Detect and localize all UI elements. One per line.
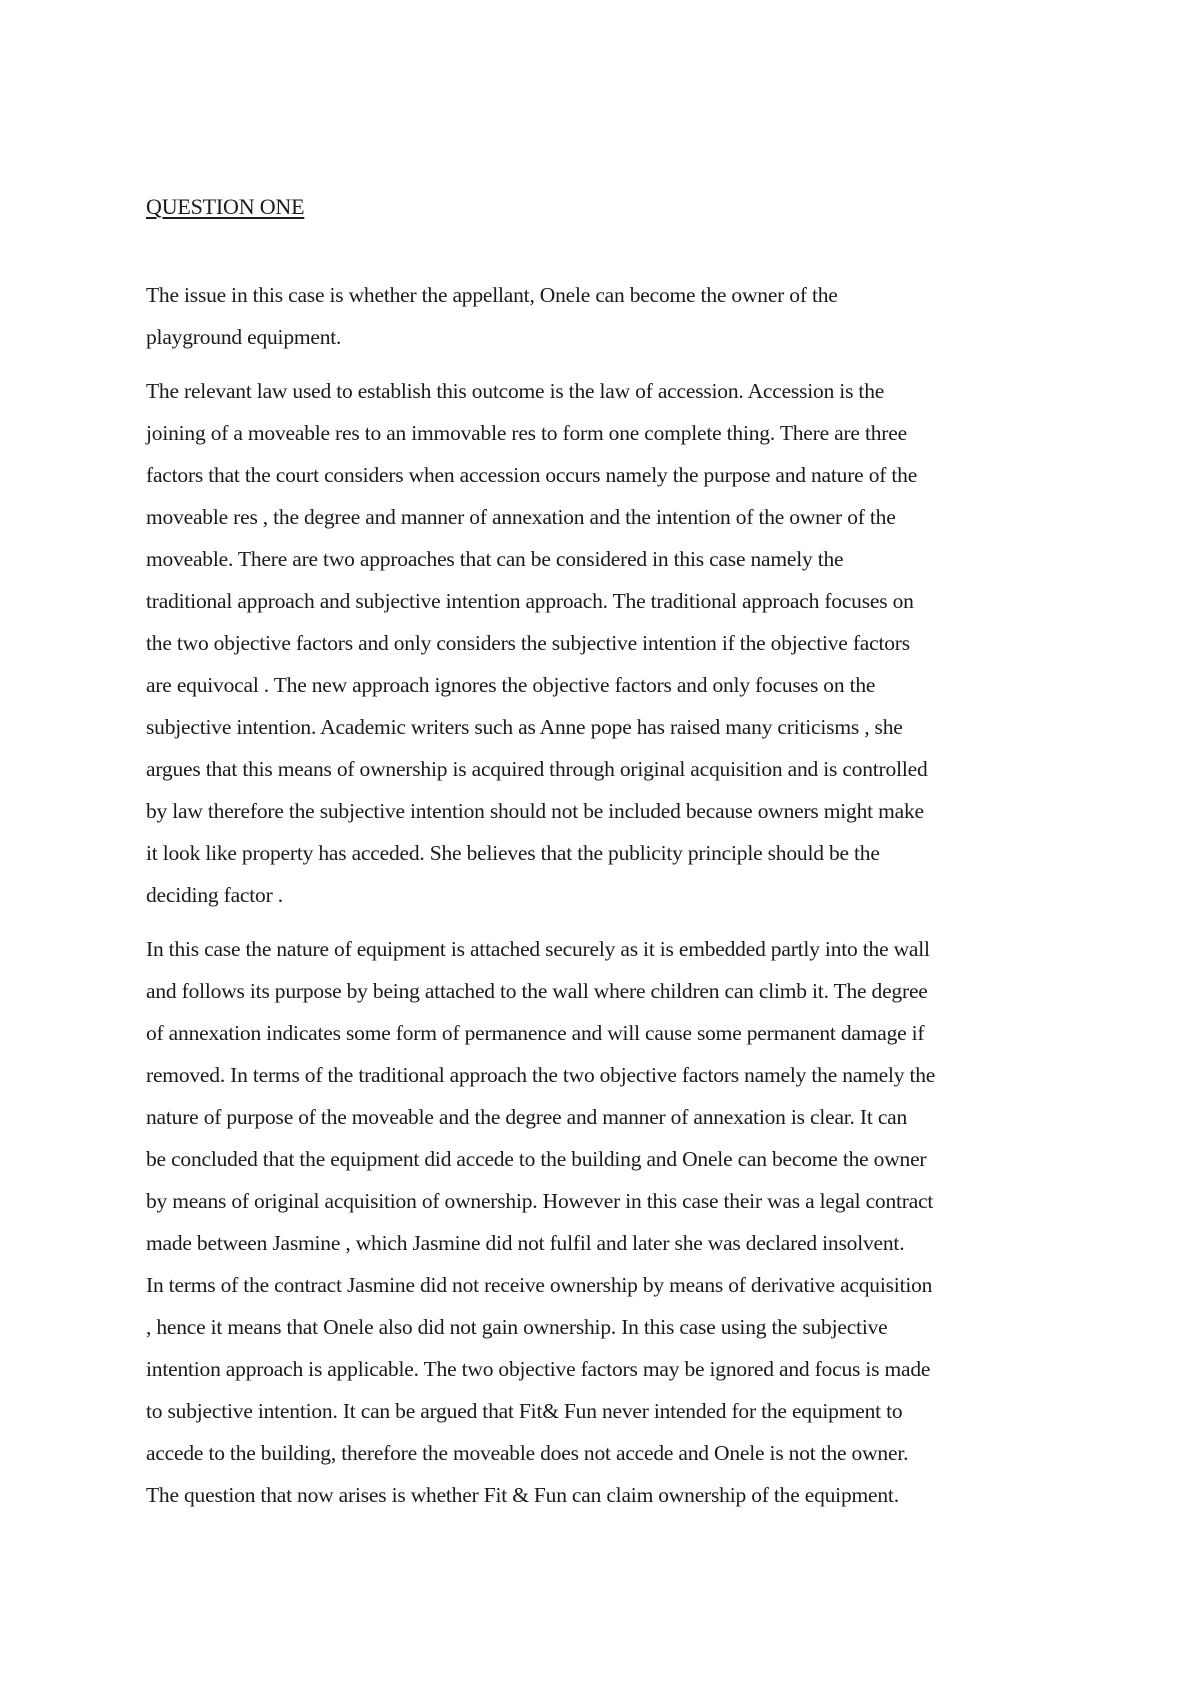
paragraph-relevant-law (146, 370, 1076, 916)
text-line: In terms of the contract Jasmine did not receive ownership by means of derivative acquisition (146, 1273, 933, 1297)
text-line: joining of a moveable res to an immovable res to form one complete thing. There are three (146, 421, 907, 445)
paragraph-application (146, 928, 1076, 1516)
text-line: nature of purpose of the moveable and the degree and manner of annexation is clear. It can (146, 1105, 908, 1129)
text-line: playground equipment. (146, 325, 342, 349)
text-line: The question that now arises is whether Fit & Fun can claim ownership of the equipment. (146, 1483, 899, 1507)
question-heading: QUESTION ONE (146, 194, 305, 219)
text-line: moveable. There are two approaches that can be considered in this case namely the (146, 547, 844, 571)
text-line: by means of original acquisition of ownership. However in this case their was a legal contract (146, 1189, 934, 1213)
text-line: the two objective factors and only considers the subjective intention if the objective factors (146, 631, 910, 655)
text-line: factors that the court considers when accession occurs namely the purpose and nature of the (146, 463, 918, 487)
text-line: The issue in this case is whether the appellant, Onele can become the owner of the (146, 283, 838, 307)
text-line: accede to the building, therefore the moveable does not accede and Onele is not the owner. (146, 1441, 909, 1465)
text-line: , hence it means that Onele also did not gain ownership. In this case using the subjective (146, 1315, 888, 1339)
text-line: by law therefore the subjective intention should not be included because owners might make (146, 799, 924, 823)
text-line: and follows its purpose by being attached to the wall where children can climb it. The degree (146, 979, 928, 1003)
text-line: moveable res , the degree and manner of annexation and the intention of the owner of the (146, 505, 896, 529)
text-line: made between Jasmine , which Jasmine did not fulfil and later she was declared insolvent. (146, 1231, 905, 1255)
text-line: removed. In terms of the traditional approach the two objective factors namely the namely the (146, 1063, 936, 1087)
text-line: of annexation indicates some form of permanence and will cause some permanent damage if (146, 1021, 925, 1045)
text-line: traditional approach and subjective intention approach. The traditional approach focuses on (146, 589, 914, 613)
text-line: be concluded that the equipment did accede to the building and Onele can become the owner (146, 1147, 927, 1171)
text-line: to subjective intention. It can be argued that Fit& Fun never intended for the equipment to (146, 1399, 903, 1423)
text-line: intention approach is applicable. The two objective factors may be ignored and focus is made (146, 1357, 931, 1381)
paragraph-issue (146, 274, 1076, 358)
text-line: it look like property has acceded. She believes that the publicity principle should be the (146, 841, 880, 865)
text-line: argues that this means of ownership is acquired through original acquisition and is controlled (146, 757, 928, 781)
text-line: In this case the nature of equipment is attached securely as it is embedded partly into the wall (146, 937, 930, 961)
document-body (146, 190, 1076, 1528)
text-line: are equivocal . The new approach ignores the objective factors and only focuses on the (146, 673, 876, 697)
text-line: subjective intention. Academic writers such as Anne pope has raised many criticisms , she (146, 715, 903, 739)
text-line: deciding factor . (146, 883, 283, 907)
text-line: The relevant law used to establish this outcome is the law of accession. Accession is the (146, 379, 885, 403)
